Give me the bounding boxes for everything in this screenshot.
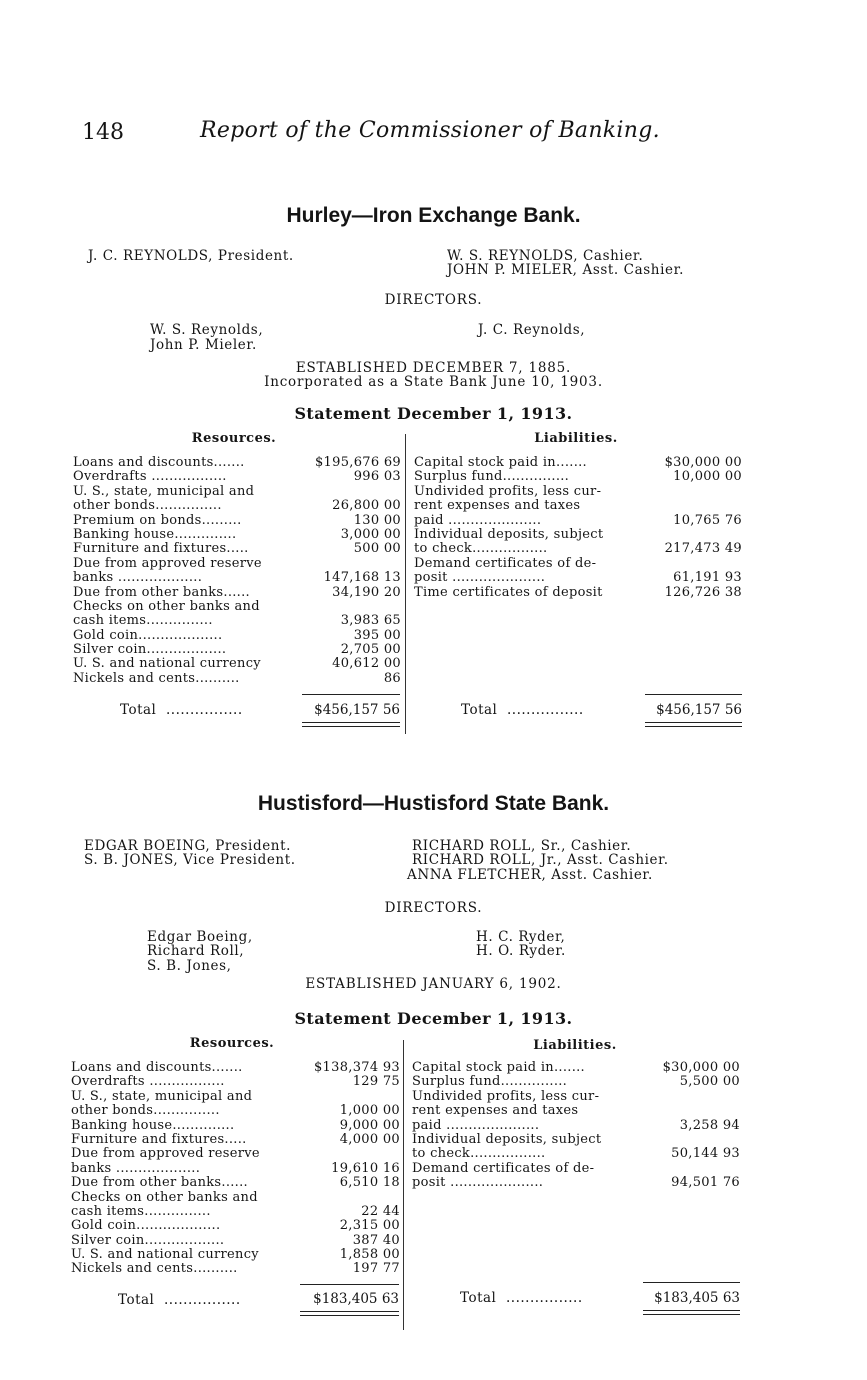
resource-row: Nickels and cents.......... 197 77	[71, 1261, 400, 1277]
established-date: ESTABLISHED DECEMBER 7, 1885.	[295, 360, 572, 376]
resource-row: Furniture and fixtures..... 500 00	[73, 541, 401, 557]
double-rule	[300, 1311, 399, 1312]
liability-row: Surplus fund............... 5,500 00	[412, 1074, 740, 1090]
liability-row: Undivided profits, less cur-	[414, 483, 602, 499]
resource-row: Gold coin................... 395 00	[73, 627, 401, 643]
total-label: Total ................	[120, 702, 243, 718]
resource-row: U. S., state, municipal and	[71, 1088, 253, 1104]
resources-heading: Resources.	[189, 1036, 275, 1051]
resource-row: Premium on bonds......... 130 00	[73, 512, 401, 528]
liability-row: rent expenses and taxes	[412, 1103, 579, 1119]
liability-row: Individual deposits, subject	[412, 1131, 602, 1147]
sum-rule	[300, 1284, 399, 1285]
director-name: S. B. Jones,	[147, 958, 232, 974]
liability-row: Individual deposits, subject	[414, 526, 604, 542]
page-number: 148	[82, 120, 124, 145]
double-rule	[302, 726, 400, 727]
double-rule	[643, 1310, 740, 1311]
running-title: Report of the Commissioner of Banking.	[200, 118, 660, 143]
resource-row: Due from other banks...... 34,190 20	[73, 584, 401, 600]
director-name: Richard Roll,	[147, 943, 245, 959]
officer-left: S. B. JONES, Vice President.	[84, 852, 296, 868]
resource-row: U. S. and national currency 1,858 00	[71, 1247, 400, 1263]
director-name: W. S. Reynolds,	[150, 322, 264, 338]
resource-row: Loans and discounts....... $195,676 69	[73, 455, 401, 470]
resource-row: Due from other banks...... 6,510 18	[71, 1175, 400, 1191]
total-label: Total ................	[460, 1290, 583, 1306]
resource-row: Banking house.............. 3,000 00	[73, 526, 401, 542]
officer-right: W. S. REYNOLDS, Cashier.	[447, 248, 644, 264]
resource-row: Silver coin.................. 387 40	[71, 1232, 400, 1248]
total-liabilities: $456,157 56	[656, 702, 742, 718]
bank-title: Hustisford—Hustisford State Bank.	[257, 792, 610, 815]
total-label: Total ................	[461, 702, 584, 718]
resource-row: banks ................... 19,610 16	[71, 1160, 400, 1176]
resources-heading: Resources.	[191, 431, 277, 446]
established-date: ESTABLISHED JANUARY 6, 1902.	[305, 976, 562, 992]
statement-title: Statement December 1, 1913.	[294, 1009, 573, 1028]
sum-rule	[643, 1282, 740, 1283]
liability-row: posit ..................... 61,191 93	[414, 570, 742, 586]
resource-row: cash items............... 22 44	[71, 1203, 400, 1219]
officer-left: EDGAR BOEING, President.	[84, 838, 292, 854]
page-header	[82, 118, 782, 154]
liability-row: Capital stock paid in....... $30,000 00	[414, 455, 742, 470]
liability-row: Demand certificates of de-	[412, 1160, 595, 1176]
double-rule	[645, 722, 742, 723]
resource-row: Loans and discounts....... $138,374 93	[71, 1060, 400, 1075]
director-name: H. O. Ryder.	[476, 943, 566, 959]
resource-row: other bonds............... 26,800 00	[73, 498, 401, 514]
statement-title: Statement December 1, 1913.	[294, 404, 573, 423]
liability-row: Time certificates of deposit 126,726 38	[414, 584, 742, 600]
total-liabilities: $183,405 63	[654, 1290, 740, 1306]
resource-row: Overdrafts ................. 129 75	[71, 1074, 400, 1090]
liabilities-list	[414, 456, 742, 600]
total-resources: $456,157 56	[314, 702, 400, 718]
liabilities-heading: Liabilities.	[533, 1038, 617, 1053]
column-divider	[403, 1040, 404, 1330]
resource-row: Due from approved reserve	[73, 555, 262, 571]
liabilities-heading: Liabilities.	[534, 431, 618, 446]
liability-row: paid ..................... 3,258 94	[412, 1117, 740, 1133]
bank-title: Hurley—Iron Exchange Bank.	[286, 204, 581, 227]
liability-row: to check................. 50,144 93	[412, 1146, 740, 1162]
double-rule	[300, 1315, 399, 1316]
liability-row: to check................. 217,473 49	[414, 541, 742, 557]
officer-left: J. C. REYNOLDS, President.	[88, 248, 294, 264]
resource-row: Gold coin................... 2,315 00	[71, 1218, 400, 1234]
column-divider	[405, 434, 406, 734]
liability-row: Undivided profits, less cur-	[412, 1088, 600, 1104]
double-rule	[645, 726, 742, 727]
sum-rule	[302, 694, 400, 695]
officer-right: JOHN P. MIELER, Asst. Cashier.	[447, 262, 685, 278]
double-rule	[302, 722, 400, 723]
total-label: Total ................	[118, 1292, 241, 1308]
liability-row: posit ..................... 94,501 76	[412, 1175, 740, 1191]
liability-row: rent expenses and taxes	[414, 498, 581, 514]
officer-right: ANNA FLETCHER, Asst. Cashier.	[407, 867, 653, 883]
director-name: John P. Mieler.	[150, 337, 257, 353]
directors-heading: DIRECTORS.	[384, 292, 483, 308]
resource-row: Nickels and cents.......... 86	[73, 670, 401, 686]
resource-row: Checks on other banks and	[73, 598, 260, 614]
resource-row: Due from approved reserve	[71, 1146, 260, 1162]
liabilities-list	[412, 1061, 740, 1191]
resource-row: Overdrafts ................. 996 03	[73, 469, 401, 485]
resource-row: U. S. and national currency 40,612 00	[73, 656, 401, 672]
officer-right: RICHARD ROLL, Sr., Cashier.	[412, 838, 632, 854]
resource-row: Checks on other banks and	[71, 1189, 258, 1205]
sum-rule	[645, 694, 742, 695]
resource-row: other bonds............... 1,000 00	[71, 1103, 400, 1119]
resource-row: Silver coin.................. 2,705 00	[73, 642, 401, 658]
officer-right: RICHARD ROLL, Jr., Asst. Cashier.	[412, 852, 669, 868]
director-name: J. C. Reynolds,	[478, 322, 586, 338]
director-name: Edgar Boeing,	[147, 929, 253, 945]
resource-row: Banking house.............. 9,000 00	[71, 1117, 400, 1133]
director-name: H. C. Ryder,	[476, 929, 566, 945]
liability-row: Capital stock paid in....... $30,000 00	[412, 1060, 740, 1075]
resource-row: banks ................... 147,168 13	[73, 570, 401, 586]
resource-row: Furniture and fixtures..... 4,000 00	[71, 1131, 400, 1147]
liability-row: Demand certificates of de-	[414, 555, 597, 571]
resource-row: U. S., state, municipal and	[73, 483, 255, 499]
resources-list	[73, 456, 401, 686]
incorporation-note: Incorporated as a State Bank June 10, 1903.	[264, 374, 603, 390]
directors-heading: DIRECTORS.	[384, 900, 483, 916]
liability-row: Surplus fund............... 10,000 00	[414, 469, 742, 485]
resource-row: cash items............... 3,983 65	[73, 613, 401, 629]
resources-list	[71, 1061, 400, 1277]
liability-row: paid ..................... 10,765 76	[414, 512, 742, 528]
double-rule	[643, 1314, 740, 1315]
total-resources: $183,405 63	[313, 1291, 399, 1307]
